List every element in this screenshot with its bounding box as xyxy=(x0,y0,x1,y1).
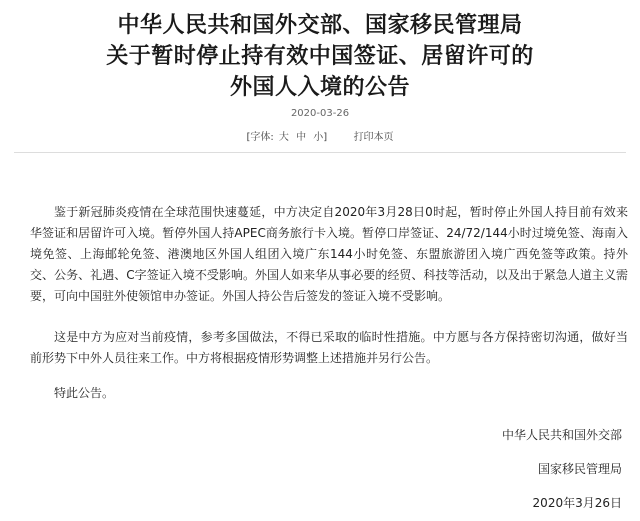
page-title-line-3: 外国人入境的公告 xyxy=(229,75,410,100)
article-toolbar xyxy=(0,128,640,143)
font-size-large-button[interactable]: 大 xyxy=(278,132,289,143)
signature-date: 2020年3月26日 xyxy=(532,496,622,510)
font-size-small-button[interactable]: 小] xyxy=(313,132,328,143)
signature-org-immigration-admin: 国家移民管理局 xyxy=(537,462,622,476)
header-divider xyxy=(14,152,626,153)
body-paragraph-3: 特此公告。 xyxy=(54,386,115,400)
font-size-medium-button[interactable]: 中 xyxy=(296,132,307,143)
print-page-link[interactable]: 打印本页 xyxy=(353,132,394,143)
page-title-line-1: 中华人民共和国外交部、国家移民管理局 xyxy=(117,13,523,38)
signature-org-foreign-ministry: 中华人民共和国外交部 xyxy=(501,428,622,442)
body-paragraph-1: 鉴于新冠肺炎疫情在全球范围快速蔓延，中方决定自2020年3月28日0时起，暂时停止外国人持目前有效来华签证和居留许可入境。暂停外国人持APEC商务旅行卡入境。暂停口岸签证、24/72/144小时过境免签、海南入境免签、上海邮轮免签、港澳地区外国人组团入境广东144小时免签、东盟旅游团入境广西免签等政策。持外交、公务、礼遇、C字签证入境不受影响。外国人如来华从事必要的经贸、科技等活动，以及出于紧急人道主义需要，可向中国驻外使领馆申办签证。外国人持公告后签发的签证入境不受影响。 xyxy=(30,205,628,303)
page-title-line-2: 关于暂时停止持有效中国签证、居留许可的 xyxy=(106,44,534,69)
body-paragraph-2: 这是中方为应对当前疫情，参考多国做法，不得已采取的临时性措施。中方愿与各方保持密切沟通，做好当前形势下中外人员往来工作。中方将根据疫情形势调整上述措施并另行公告。 xyxy=(30,330,628,365)
font-size-label: [字体: xyxy=(246,132,274,143)
publish-date: 2020-03-26 xyxy=(290,108,350,119)
